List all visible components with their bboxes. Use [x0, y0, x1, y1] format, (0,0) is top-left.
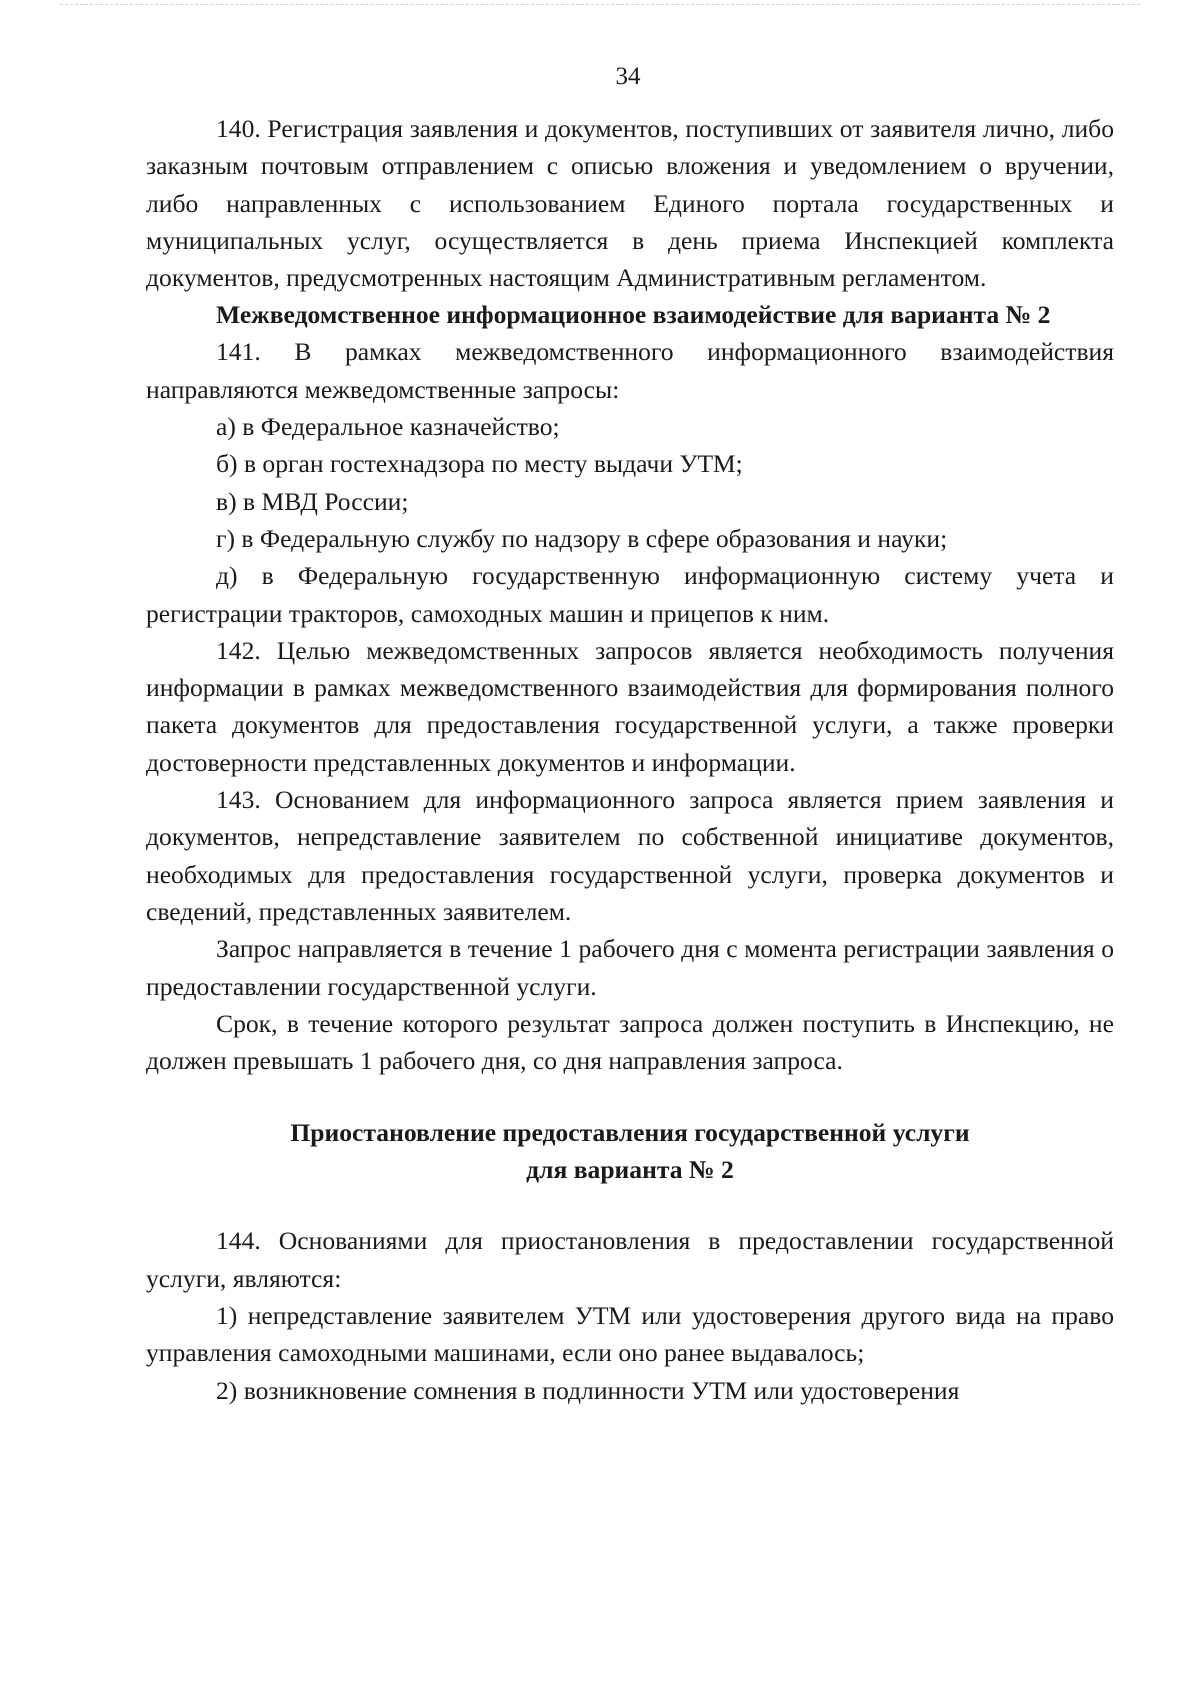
list-item-141g: г) в Федеральную службу по надзору в сфере образования и науки;	[216, 523, 948, 553]
paragraph-141: 141. В рамках межведомственного информационного взаимодействия направляются межведомственные запросы:	[146, 337, 1114, 404]
paragraph-143-term: Срок, в течение которого результат запроса должен поступить в Инспекцию, не должен превышать 1 рабочего дня, со дня направления запроса.	[146, 1008, 1114, 1076]
paragraph-140: 140. Регистрация заявления и документов, поступивших от заявителя лично, либо заказным почтовым отправлением с описью вложения и уведомлением о вручении, либо направленных с использованием Единого портала государственных и муниципальных услуг, осуществляется в день приема Инспекцией комплекта документов, предусмотренных настоящим Административным регламентом.	[146, 114, 1114, 293]
list-item-141v: в) в МВД России;	[216, 486, 409, 516]
list-item-144-2: 2) возникновение сомнения в подлинности УТМ или удостоверения	[216, 1375, 960, 1405]
document-body	[146, 110, 1114, 1409]
section-heading-suspension-line1: Приостановление предоставления государственной услуги	[290, 1118, 970, 1148]
page-number: 34	[615, 63, 641, 90]
section-heading-suspension	[146, 1114, 1114, 1188]
paragraph-144: 144. Основаниями для приостановления в предоставлении государственной услуги, являются:	[146, 1226, 1114, 1293]
list-item-141b: б) в орган гостехнадзора по месту выдачи УТМ;	[216, 449, 743, 479]
list-item-141a: а) в Федеральное казначейство;	[216, 412, 560, 442]
paragraph-142: 142. Целью межведомственных запросов является необходимость получения информации в рамках межведомственного взаимодействия для формирования полного пакета документов для предоставления государственной услуги, а также проверки достоверности представленных документов и информации.	[146, 635, 1114, 777]
list-item-141d: д) в Федеральную государственную информационную систему учета и регистрации тракторов, самоходных машин и прицепов к ним.	[146, 561, 1114, 628]
paragraph-143: 143. Основанием для информационного запроса является прием заявления и документов, непредставление заявителем по собственной инициативе документов, необходимых для предоставления государственной услуги, проверка документов и сведений, представленных заявителем.	[146, 785, 1114, 926]
paragraph-143-request: Запрос направляется в течение 1 рабочего дня с момента регистрации заявления о предоставлении государственной услуги.	[146, 934, 1114, 1001]
scan-edge-line	[60, 4, 1140, 5]
list-item-144-1: 1) непредставление заявителем УТМ или удостоверения другого вида на право управления самоходными машинами, если оно ранее выдавалось;	[146, 1301, 1114, 1368]
section-heading-interagency: Межведомственное информационное взаимодействие для варианта № 2	[216, 300, 1051, 330]
section-heading-suspension-line2: для варианта № 2	[526, 1155, 734, 1185]
